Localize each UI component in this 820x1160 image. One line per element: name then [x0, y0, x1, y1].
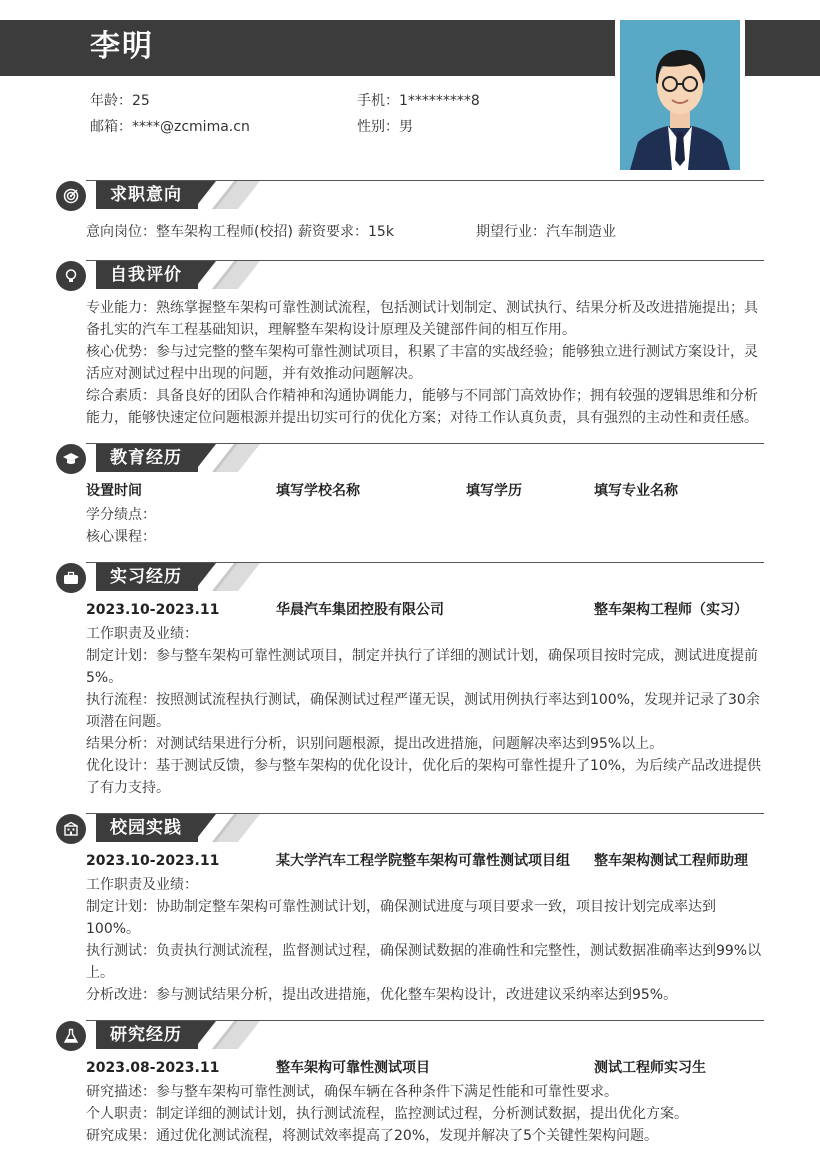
briefcase-icon — [56, 563, 86, 593]
section-research-header — [56, 1020, 764, 1052]
section-title: 自我评价 — [110, 265, 182, 285]
campus-org: 某大学汽车工程学院整车架构可靠性测试项目组 — [276, 853, 570, 869]
age-field — [90, 91, 150, 111]
intern-company: 华晨汽车集团控股有限公司 — [276, 602, 444, 618]
age-label: 年龄： — [90, 93, 132, 109]
section-internship-header — [56, 562, 764, 594]
flask-icon — [56, 1021, 86, 1051]
edu-time: 设置时间 — [86, 483, 142, 499]
campus-time: 2023.10-2023.11 — [86, 853, 220, 869]
research-body — [86, 1081, 766, 1147]
self-eval-body — [86, 297, 766, 429]
edu-major: 填写专业名称 — [594, 483, 678, 499]
campus-item: 分析改进：参与测试结果分析，提出改进措施，优化整车架构设计，改进建议采纳率达到95%。 — [86, 987, 678, 1003]
intent-salary: 薪资要求：15k — [298, 224, 394, 240]
campus-item: 制定计划：协助制定整车架构可靠性测试计划，确保测试进度与项目要求一致，项目按计划完成率达到100%。 — [86, 899, 716, 937]
target-icon — [56, 181, 86, 211]
campus-row — [86, 850, 766, 872]
section-title: 校园实践 — [110, 818, 182, 838]
campus-body — [86, 874, 766, 1006]
research-role: 测试工程师实习生 — [594, 1060, 706, 1076]
section-title: 求职意向 — [110, 185, 182, 205]
gender-field — [357, 117, 413, 137]
edu-courses-label: 核心课程： — [86, 529, 156, 545]
section-education-header — [56, 443, 764, 475]
section-title: 教育经历 — [110, 448, 182, 468]
age-value: 25 — [132, 93, 150, 109]
section-self-eval-header — [56, 260, 764, 292]
gender-value: 男 — [399, 119, 413, 135]
intent-industry: 期望行业：汽车制造业 — [476, 224, 616, 240]
candidate-name: 李明 — [90, 29, 154, 64]
phone-field — [357, 91, 480, 111]
campus-item: 执行测试：负责执行测试流程，监督测试过程，确保测试数据的准确性和完整性，测试数据准确率达到99%以上。 — [86, 943, 762, 981]
internship-body — [86, 623, 766, 799]
phone-label: 手机： — [357, 93, 399, 109]
section-title: 研究经历 — [110, 1025, 182, 1045]
campus-duty-label: 工作职责及业绩： — [86, 877, 198, 893]
research-item: 个人职责：制定详细的测试计划，执行测试流程，监控测试过程，分析测试数据，提出优化方案。 — [86, 1106, 688, 1122]
intern-item: 结果分析：对测试结果进行分析，识别问题根源，提出改进措施，问题解决率达到95%以上。 — [86, 736, 664, 752]
self-eval-item: 专业能力：熟练掌握整车架构可靠性测试流程，包括测试计划制定、测试执行、结果分析及改进措施提出；具备扎实的汽车工程基础知识，理解整车架构设计原理及关键部件间的相互作用。 — [86, 300, 758, 338]
section-job-intent-header — [56, 180, 764, 212]
phone-value: 1*********8 — [399, 93, 480, 109]
edu-gpa-label: 学分绩点： — [86, 507, 156, 523]
research-item: 研究成果：通过优化测试流程，将测试效率提高了20%，发现并解决了5个关键性架构问题。 — [86, 1128, 659, 1144]
intern-item: 执行流程：按照测试流程执行测试，确保测试过程严谨无误，测试用例执行率达到100%，发现并记录了30余项潜在问题。 — [86, 692, 760, 730]
research-project: 整车架构可靠性测试项目 — [276, 1060, 430, 1076]
email-value: ****@zcmima.cn — [132, 119, 250, 135]
edu-degree: 填写学历 — [466, 483, 522, 499]
email-field — [90, 117, 250, 137]
intern-item: 制定计划：参与整车架构可靠性测试项目，制定并执行了详细的测试计划，确保项目按时完成，测试进度提前5%。 — [86, 648, 758, 686]
education-row — [86, 480, 766, 502]
research-time: 2023.08-2023.11 — [86, 1060, 220, 1076]
job-intent-row — [86, 221, 766, 243]
section-title: 实习经历 — [110, 567, 182, 587]
edu-school: 填写学校名称 — [276, 483, 360, 499]
intern-duty-label: 工作职责及业绩： — [86, 626, 198, 642]
lightbulb-icon — [56, 261, 86, 291]
self-eval-item: 综合素质：具备良好的团队合作精神和沟通协调能力，能够与不同部门高效协作；拥有较强的逻辑思维和分析能力，能够快速定位问题根源并提出切实可行的优化方案；对待工作认真负责，具有强烈的主动性和责任感。 — [86, 388, 758, 426]
campus-role: 整车架构测试工程师助理 — [594, 853, 748, 869]
building-icon — [56, 814, 86, 844]
intern-time: 2023.10-2023.11 — [86, 602, 220, 618]
intern-role: 整车架构工程师（实习） — [594, 602, 748, 618]
gender-label: 性别： — [357, 119, 399, 135]
section-campus-header — [56, 813, 764, 845]
research-item: 研究描述：参与整车架构可靠性测试，确保车辆在各种条件下满足性能和可靠性要求。 — [86, 1084, 618, 1100]
self-eval-item: 核心优势：参与过完整的整车架构可靠性测试项目，积累了丰富的实战经验；能够独立进行测试方案设计，灵活应对测试过程中出现的问题，并有效推动问题解决。 — [86, 344, 758, 382]
profile-photo — [620, 20, 740, 170]
graduation-cap-icon — [56, 444, 86, 474]
header-bar-right — [745, 20, 820, 76]
research-row — [86, 1057, 766, 1079]
intern-item: 优化设计：基于测试反馈，参与整车架构的优化设计，优化后的架构可靠性提升了10%，为后续产品改进提供了有力支持。 — [86, 758, 762, 796]
intent-position: 意向岗位：整车架构工程师(校招) — [86, 224, 293, 240]
internship-row — [86, 599, 766, 621]
email-label: 邮箱： — [90, 119, 132, 135]
